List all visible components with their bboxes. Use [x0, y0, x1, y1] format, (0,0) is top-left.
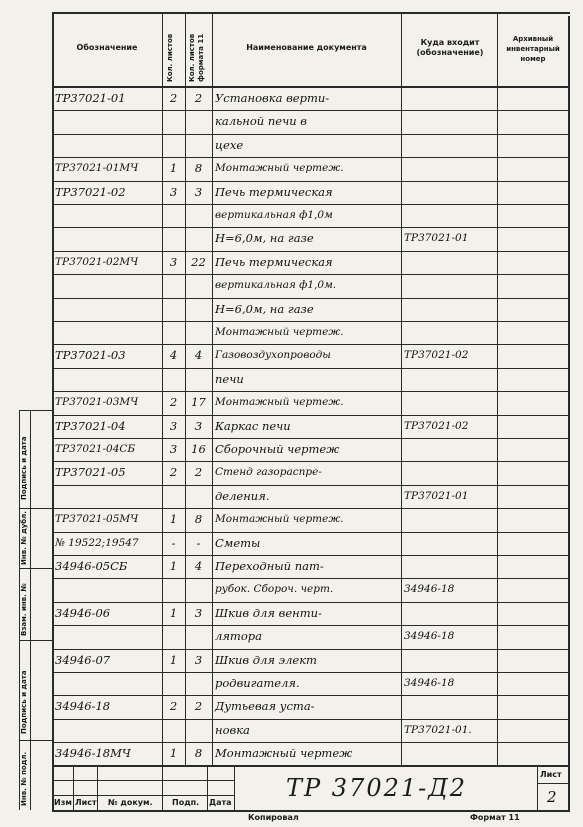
- row-designation: 34946-18: [55, 699, 111, 714]
- row-where-used: 34946-18: [404, 677, 455, 689]
- row-format: 2: [194, 465, 203, 480]
- row-format: 8: [194, 161, 203, 176]
- header-separator: [52, 86, 570, 88]
- table-row-line: [52, 134, 569, 135]
- header-designation: Обозначение: [76, 43, 138, 52]
- table-row-line: [52, 742, 569, 743]
- side-strip-sep-2: [19, 568, 52, 569]
- row-sheets: 2: [169, 465, 178, 480]
- side-strip-inner: [30, 410, 31, 810]
- tb-sheet-value: 2: [547, 788, 557, 806]
- row-where-used: ТР37021-01: [404, 232, 469, 245]
- table-row-line: [52, 368, 569, 369]
- row-designation: № 19522;19547: [55, 536, 139, 549]
- table-row-line: [52, 438, 569, 439]
- table-row-line: [52, 461, 569, 462]
- row-sheets: 3: [169, 418, 178, 433]
- row-designation: ТР37021-05МЧ: [55, 513, 139, 526]
- row-doc-name: Монтажный чертеж.: [215, 162, 344, 175]
- row-designation: ТР37021-04: [55, 418, 126, 433]
- row-doc-name: Стенд газораспре-: [215, 466, 322, 479]
- row-format: 3: [194, 605, 203, 620]
- header-doc-name: Наименование документа: [246, 43, 367, 52]
- row-doc-name: Н=6,0м, на газе: [215, 301, 314, 316]
- row-sheets: 1: [169, 512, 178, 527]
- row-doc-name: Газовоздухопроводы: [215, 349, 331, 362]
- tb-izm: Изм: [54, 798, 72, 807]
- table-row-line: [52, 298, 569, 299]
- row-format: 8: [194, 512, 203, 527]
- row-sheets: 1: [169, 746, 178, 761]
- row-sheets: 3: [169, 442, 178, 456]
- document-number: ТР 37021-Д2: [286, 774, 468, 802]
- row-designation: ТР37021-01МЧ: [55, 162, 139, 175]
- row-format: 2: [194, 91, 203, 105]
- row-designation: 34946-05СБ: [55, 559, 128, 573]
- row-doc-name: Шкив для элект: [215, 652, 317, 667]
- row-doc-name: вертикальная ф1,0м: [215, 209, 333, 221]
- row-doc-name: рубок. Сбороч. черт.: [215, 583, 334, 596]
- row-sheets: -: [171, 535, 176, 550]
- table-row-line: [52, 532, 569, 533]
- row-doc-name: лятора: [215, 629, 262, 644]
- row-doc-name: Печь термическая: [215, 254, 333, 269]
- row-format: 3: [194, 652, 203, 667]
- title-block-top: [52, 765, 570, 767]
- row-sheets: 1: [169, 559, 178, 573]
- table-row-line: [52, 508, 569, 509]
- table-row-line: [52, 649, 569, 650]
- row-sheets: 3: [169, 184, 178, 199]
- row-sheets: 1: [169, 652, 178, 667]
- frame-left: [52, 12, 54, 812]
- header-format-text: Кол. листов формата 11: [188, 33, 205, 82]
- row-doc-name: Шкив для венти-: [215, 605, 322, 620]
- footer-copied: Копировал: [248, 813, 299, 822]
- row-doc-name: деления.: [215, 488, 270, 503]
- table-row-line: [52, 157, 569, 158]
- footer-format: Формат 11: [470, 813, 520, 822]
- row-format: -: [196, 535, 201, 550]
- row-sheets: 4: [169, 348, 178, 363]
- tb-col-4: [207, 765, 208, 810]
- row-doc-name: Дутьевая уста-: [215, 699, 315, 714]
- row-where-used: 34946-18: [404, 630, 455, 643]
- row-doc-name: Установка верти-: [215, 91, 330, 105]
- row-doc-name: Монтажный чертеж.: [215, 396, 344, 409]
- side-strip-sep-1: [19, 508, 52, 509]
- header-archive: Архивный инвентарный номер: [506, 35, 560, 63]
- row-format: 4: [194, 559, 203, 573]
- row-sheets: 2: [169, 91, 178, 105]
- row-format: 3: [194, 184, 203, 199]
- row-format: 22: [191, 254, 206, 269]
- table-row-line: [52, 110, 569, 111]
- tb-list: Лист: [75, 798, 97, 807]
- table-row-line: [52, 344, 569, 345]
- side-strip-sep-4: [19, 740, 52, 741]
- table-row-line: [52, 602, 569, 603]
- row-doc-name: Печь термическая: [215, 184, 333, 199]
- table-row-line: [52, 719, 569, 720]
- row-designation: ТР37021-05: [55, 465, 126, 480]
- table-row-line: [52, 415, 569, 416]
- row-designation: ТР37021-03МЧ: [55, 396, 139, 409]
- table-row-line: [52, 204, 569, 205]
- row-doc-name: Каркас печи: [215, 418, 291, 433]
- col-divider-4: [401, 12, 402, 765]
- row-designation: 34946-18МЧ: [55, 746, 131, 761]
- row-doc-name: Переходный пат-: [215, 559, 324, 573]
- row-format: 16: [191, 442, 206, 456]
- tb-sheet-label: Лист: [540, 770, 562, 779]
- table-row-line: [52, 695, 569, 696]
- row-designation: ТР37021-04СБ: [55, 443, 136, 455]
- side-label-sign-date-bottom: Подпись и дата: [20, 670, 28, 734]
- row-format: 4: [194, 348, 203, 363]
- table-row-line: [52, 391, 569, 392]
- row-where-used: ТР37021-01.: [404, 723, 472, 736]
- row-designation: ТР37021-02: [55, 184, 126, 199]
- header-where-used: Куда входит (обозначение): [416, 38, 484, 57]
- row-sheets: 1: [169, 161, 178, 176]
- row-designation: 34946-06: [55, 605, 111, 620]
- table-row-line: [52, 181, 569, 182]
- table-row-line: [52, 227, 569, 228]
- row-doc-name: печи: [215, 371, 244, 386]
- row-designation: ТР37021-02МЧ: [55, 255, 139, 268]
- frame-bottom: [52, 810, 570, 812]
- table-row-line: [52, 672, 569, 673]
- table-row-line: [52, 578, 569, 579]
- header-format: [188, 16, 206, 82]
- side-label-sign-date-top: Подпись и дата: [20, 436, 28, 500]
- row-doc-name: Сборочный чертеж: [215, 442, 340, 456]
- row-format: 8: [194, 746, 203, 761]
- row-sheets: 3: [169, 254, 178, 269]
- col-divider-5: [497, 12, 498, 765]
- table-row-line: [52, 274, 569, 275]
- row-doc-name: Сметы: [215, 535, 261, 550]
- table-row-line: [52, 555, 569, 556]
- row-doc-name: Монтажный чертеж.: [215, 513, 344, 526]
- tb-col-5: [234, 765, 235, 810]
- row-designation: ТР37021-01: [55, 91, 126, 105]
- table-row-line: [52, 625, 569, 626]
- side-strip-sep-3: [19, 640, 52, 641]
- row-where-used: ТР37021-01: [404, 489, 469, 502]
- tb-sign: Подп.: [172, 798, 200, 807]
- tb-col-3: [162, 765, 163, 810]
- side-label-inv-orig: Инв. № подл.: [20, 751, 28, 806]
- side-label-inv-dup: Инв. № дубл.: [20, 511, 28, 565]
- row-doc-name: кальной печи в: [215, 114, 307, 129]
- table-row-line: [52, 251, 569, 252]
- row-designation: 34946-07: [55, 652, 111, 667]
- row-designation: ТР37021-03: [55, 348, 126, 363]
- row-format: 2: [194, 699, 203, 714]
- tb-doc-no: № докум.: [108, 798, 153, 807]
- frame-top: [52, 12, 570, 14]
- header-sheets-count-text: Кол. листов: [166, 33, 174, 82]
- side-strip-top: [19, 410, 52, 411]
- row-format: 3: [194, 418, 203, 433]
- tb-date: Дата: [209, 798, 232, 807]
- row-sheets: 2: [169, 395, 178, 410]
- table-row-line: [52, 485, 569, 486]
- row-sheets: 1: [169, 605, 178, 620]
- header-sheets-count: [166, 16, 174, 82]
- col-divider-3: [212, 12, 213, 765]
- tb-sheet-sep: [537, 783, 569, 784]
- row-where-used: ТР37021-02: [404, 349, 469, 362]
- tb-col-6: [537, 765, 538, 810]
- table-row-line: [52, 321, 569, 322]
- row-where-used: ТР37021-02: [404, 419, 469, 432]
- row-doc-name: родвигателя.: [215, 676, 300, 690]
- row-doc-name: новка: [215, 722, 250, 737]
- row-doc-name: Монтажный чертеж.: [215, 326, 344, 338]
- side-label-instead-inv: Взам. инв. №: [20, 583, 28, 636]
- row-doc-name: цехе: [215, 137, 244, 152]
- row-doc-name: вертикальная ф1,0м.: [215, 279, 337, 292]
- row-sheets: 2: [169, 699, 178, 714]
- tb-col-2: [97, 765, 98, 810]
- tb-col-1: [73, 765, 74, 810]
- row-format: 17: [191, 395, 206, 410]
- row-doc-name: Монтажный чертеж: [215, 746, 353, 761]
- row-doc-name: Н=6,0м, на газе: [215, 231, 314, 246]
- row-where-used: 34946-18: [404, 583, 455, 596]
